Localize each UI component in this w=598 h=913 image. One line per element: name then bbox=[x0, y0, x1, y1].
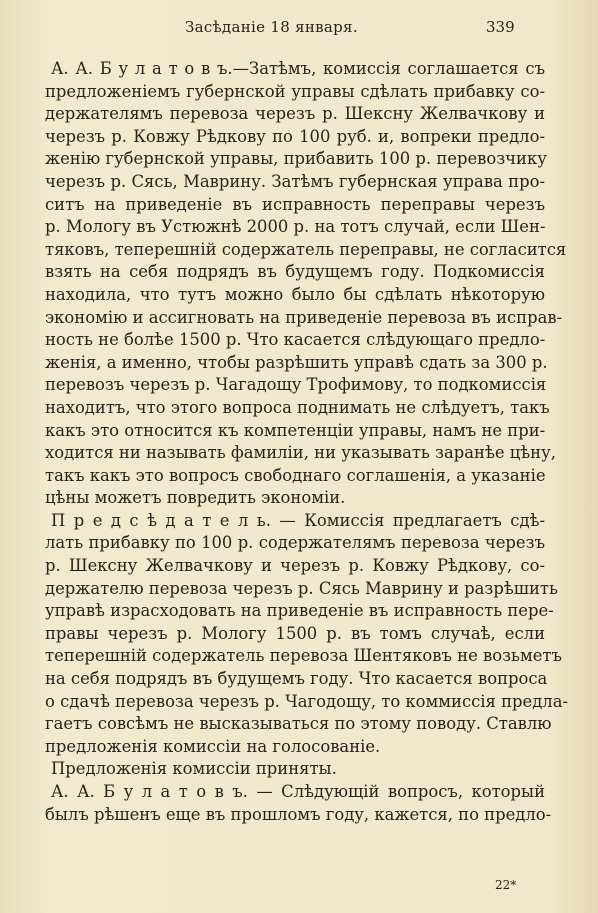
text-line: женію губернской управы, прибавить 100 р. перевозчику bbox=[45, 149, 547, 169]
text-line: былъ рѣшенъ еще въ прошломъ году, кажется, по предло- bbox=[45, 804, 552, 824]
text-line: ситъ на приведеніе въ исправность переправы черезъ bbox=[45, 194, 545, 214]
text-line: взять на себя подрядъ въ будущемъ году. Подкомиссія bbox=[45, 262, 545, 282]
text-line: черезъ р. Сясь, Маврину. Затѣмъ губернская управа про- bbox=[45, 171, 545, 191]
text-line: какъ это относится къ компетенціи управы, намъ не при- bbox=[45, 420, 546, 440]
text-line: р. Шексну Желвачкову и черезъ р. Ковжу Рѣдкову, со- bbox=[45, 556, 545, 576]
text-line: находила, что тутъ можно было бы сдѣлать нѣкоторую bbox=[45, 284, 545, 304]
text-line: Предложенія комиссіи приняты. bbox=[51, 759, 337, 779]
text-line: держателю перевоза черезъ р. Сясь Маврину и разрѣшить bbox=[45, 578, 558, 598]
text-line: держателямъ перевоза черезъ р. Шексну Желвачкову и bbox=[45, 104, 545, 124]
text-line: теперешній содержатель перевоза Шентяковъ не возьметъ bbox=[45, 646, 562, 666]
text-line: ходится ни называть фамиліи, ни указывать заранѣе цѣну, bbox=[45, 443, 556, 463]
text-line: правы черезъ р. Мологу 1500 р. въ томъ случаѣ, если bbox=[45, 623, 545, 643]
text-line: р. Мологу въ Устюжнѣ 2000 р. на тотъ случай, если Шен- bbox=[45, 217, 546, 237]
text-line: А. А. Б у л а т о в ъ.—Затѣмъ, комиссія соглашается съ bbox=[51, 59, 545, 78]
text-line: находитъ, что этого вопроса поднимать не слѣдуетъ, такъ bbox=[45, 397, 550, 417]
text-line: управѣ израсходовать на приведеніе въ исправность пере- bbox=[45, 601, 554, 621]
text-line: ность не болѣе 1500 р. Что касается слѣдующаго предло- bbox=[45, 330, 546, 350]
text-line: А. А. Б у л а т о в ъ. — Слѣдующій вопросъ, который bbox=[51, 782, 545, 801]
text-line: гаетъ совсѣмъ не высказываться по этому поводу. Ставлю bbox=[45, 714, 552, 734]
text-line: на себя подрядъ въ будущемъ году. Что касается вопроса bbox=[45, 669, 548, 689]
text-line: лать прибавку по 100 р. содержателямъ перевоза черезъ bbox=[45, 533, 545, 553]
text-line: предложенія комиссіи на голосованіе. bbox=[45, 736, 381, 756]
page-number: 339 bbox=[486, 18, 515, 36]
header-title: Засѣданіе 18 января. bbox=[185, 18, 358, 36]
text-line: тяковъ, теперешній содержатель переправы, не согласится bbox=[45, 239, 567, 259]
signature-mark: 22* bbox=[495, 878, 517, 892]
text-line: черезъ р. Ковжу Рѣдкову по 100 руб. и, вопреки предло- bbox=[45, 126, 545, 146]
text-line: такъ какъ это вопросъ свободнаго соглашенія, а указаніе bbox=[45, 465, 546, 485]
running-header bbox=[0, 18, 598, 42]
text-line: о сдачѣ перевоза черезъ р. Чагодощу, то коммиссія предла- bbox=[45, 691, 569, 711]
text-line: предложеніемъ губернской управы сдѣлать прибавку со- bbox=[45, 81, 545, 101]
text-line: цѣны можетъ повредить экономіи. bbox=[45, 488, 346, 508]
text-line: перевозъ черезъ р. Чагадощу Трофимову, то подкомиссія bbox=[45, 375, 547, 395]
text-line: П р е д с ѣ д а т е л ь. — Комиссія предлагаетъ сдѣ- bbox=[51, 510, 545, 530]
page-body bbox=[45, 58, 569, 826]
text-line: экономію и ассигновать на приведеніе перевоза въ исправ- bbox=[45, 307, 563, 327]
text-line: женія, а именно, чтобы разрѣшить управѣ сдать за 300 р. bbox=[45, 352, 548, 372]
